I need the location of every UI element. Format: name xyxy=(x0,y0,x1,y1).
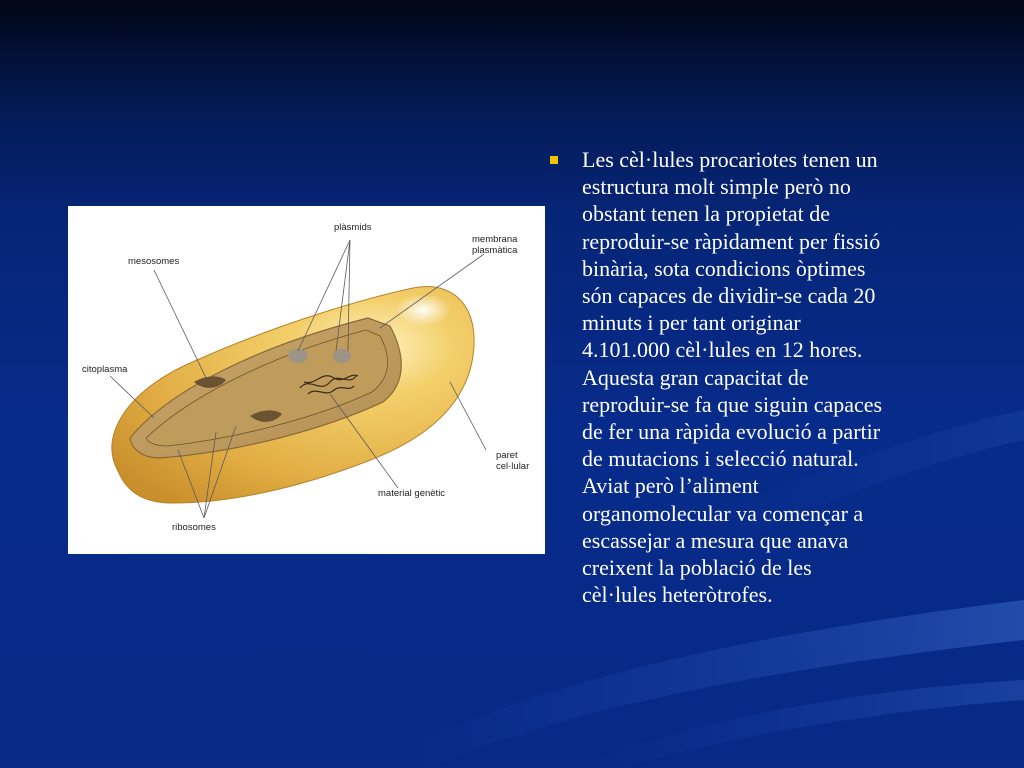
label-cell-wall-line: paret xyxy=(496,450,518,461)
label-mesosomes: mesosomes xyxy=(128,256,180,267)
label-cell-wall-line: cel·lular xyxy=(496,461,530,472)
bullet-square-icon xyxy=(550,156,558,164)
prokaryotic-cell-diagram xyxy=(68,206,545,554)
label-plasmids: plàsmids xyxy=(334,222,372,233)
label-cytoplasm: citoplasma xyxy=(82,364,128,375)
bullet-text: Les cèl·lules procariotes tenen un estructura molt simple però no obstant tenen la propietat de reproduir-se ràpidament per fissió binària, sota condicions òptimes són capaces de dividir-se cada 20 minuts i per tant originar 4.101.000 cèl·lules en 12 hores. Aquesta gran capacitat de reproduir-se fa que siguin capaces de fer una ràpida evolució a partir de mutacions i selecció natural. Aviat però l’aliment organomolecular va començar a escassejar a mesura que anava creixent la població de les cèl·lules heteròtrofes. xyxy=(582,147,883,608)
label-membrane-line: membrana xyxy=(472,234,518,245)
label-membrane-line1 xyxy=(472,234,518,256)
label-cell-wall xyxy=(496,450,529,472)
label-genetic-material: material genètic xyxy=(378,488,446,499)
label-membrane-line: plasmàtica xyxy=(472,245,518,256)
bullet-item xyxy=(547,146,967,608)
label-ribosomes: ribosomes xyxy=(172,522,216,533)
